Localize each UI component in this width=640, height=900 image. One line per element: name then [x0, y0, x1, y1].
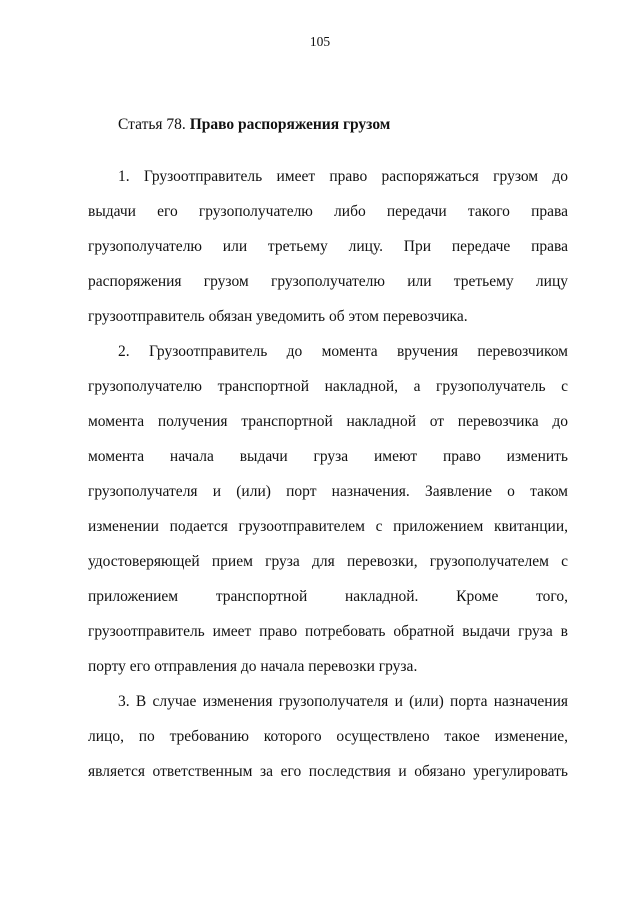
paragraph-2-line-10: порту его отправления до начала перевозки груза. — [88, 658, 418, 675]
paragraph-2-line-8: приложением транспортной накладной. Кроме того, — [88, 588, 568, 605]
page-number: 105 — [309, 34, 331, 49]
article-label: Статья 78. — [118, 116, 186, 133]
article-title: Право распоряжения грузом — [189, 116, 391, 133]
paragraph-2-line-5: грузополучателя и (или) порт назначения. Заявление о таком — [88, 483, 568, 500]
paragraph-2-line-2: грузополучателю транспортной накладной, а грузополучатель с — [88, 378, 568, 395]
paragraph-1-line-1: 1. Грузоотправитель имеет право распоряжаться грузом до — [118, 168, 568, 185]
paragraph-2-line-3: момента получения транспортной накладной от перевозчика до — [88, 413, 568, 430]
paragraph-3-line-1: 3. В случае изменения грузополучателя и (или) порта назначения — [118, 693, 568, 710]
paragraph-3-line-3: является ответственным за его последствия и обязано урегулировать — [88, 763, 568, 780]
paragraph-1-line-2: выдачи его грузополучателю либо передачи такого права — [88, 203, 568, 220]
paragraph-3-line-2: лицо, по требованию которого осуществлено такое изменение, — [88, 728, 568, 745]
paragraph-1-line-3: грузополучателю или третьему лицу. При передаче права — [88, 238, 568, 255]
paragraph-2-line-6: изменении подается грузоотправителем с приложением квитанции, — [88, 518, 568, 535]
paragraph-2-line-9: грузоотправитель имеет право потребовать обратной выдачи груза в — [88, 623, 568, 640]
paragraph-2-line-7: удостоверяющей прием груза для перевозки, грузополучателем с — [88, 553, 568, 570]
article-heading — [118, 116, 390, 134]
paragraph-1-line-4: распоряжения грузом грузополучателю или третьему лицу — [88, 273, 568, 290]
paragraph-1-line-5: грузоотправитель обязан уведомить об этом перевозчика. — [88, 308, 468, 325]
paragraph-2-line-4: момента начала выдачи груза имеют право изменить — [88, 448, 568, 465]
paragraph-2-line-1: 2. Грузоотправитель до момента вручения перевозчиком — [118, 343, 568, 360]
